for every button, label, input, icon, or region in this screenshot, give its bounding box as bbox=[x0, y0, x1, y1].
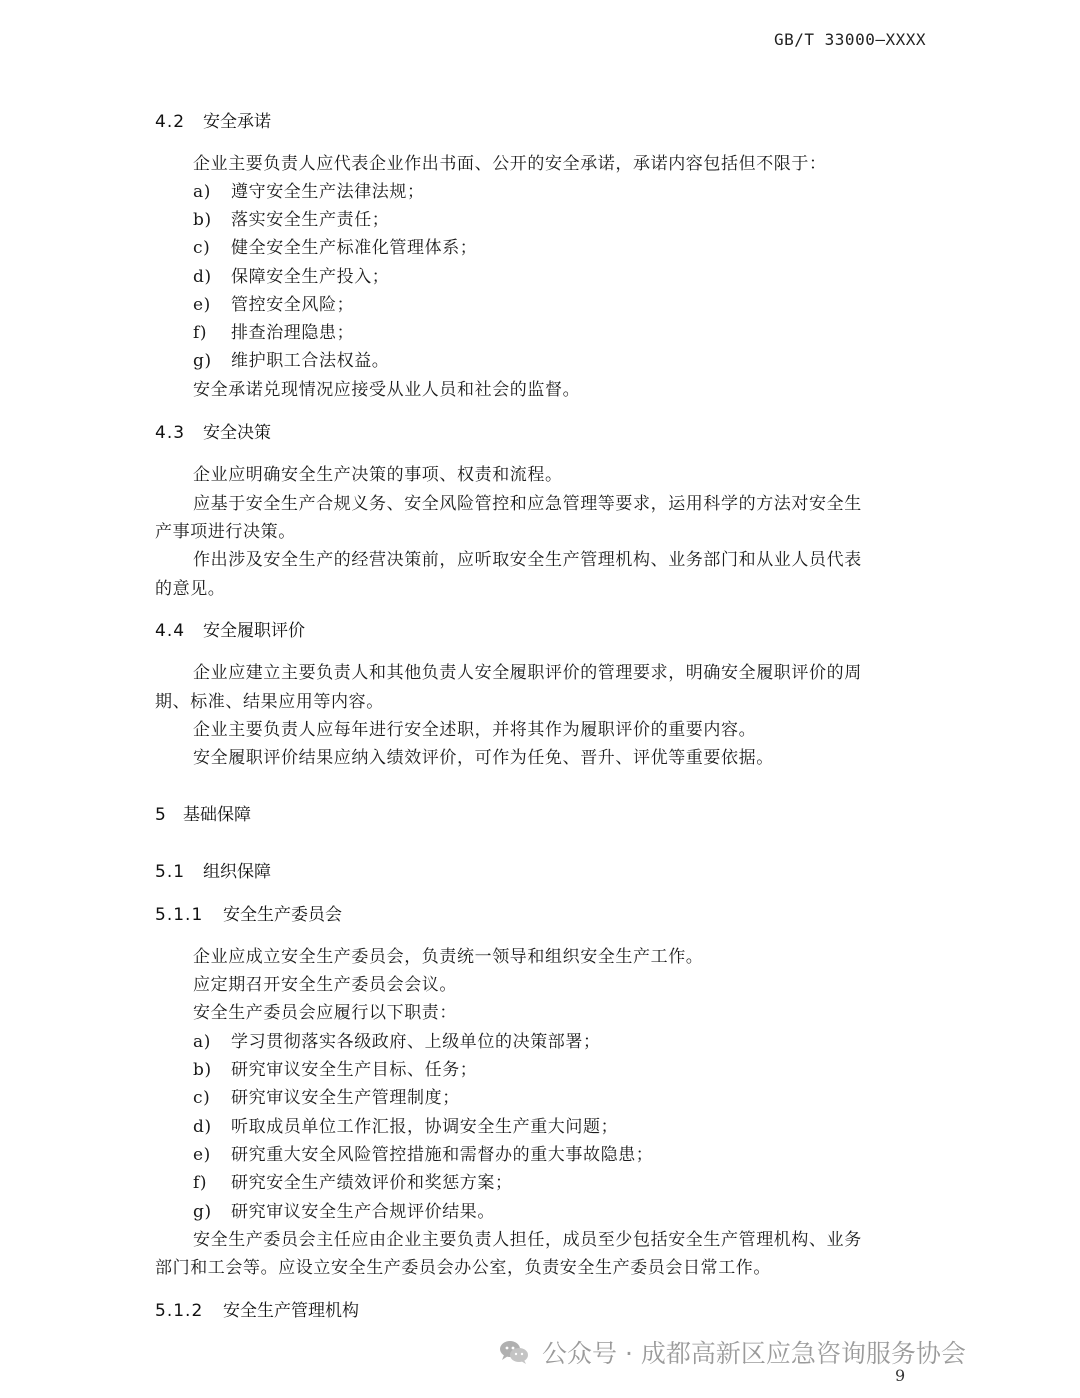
list-item bbox=[193, 318, 354, 343]
list-item bbox=[193, 262, 389, 287]
section-number: 4.2 bbox=[155, 112, 186, 132]
list-item-label: d) bbox=[193, 1117, 212, 1137]
list-item-text: 研究安全生产绩效评价和奖惩方案； bbox=[231, 1173, 513, 1193]
paragraph-continuation: 部门和工会等。应设立安全生产委员会办公室，负责安全生产委员会日常工作。 bbox=[155, 1258, 771, 1278]
list-item-text: 排查治理隐患； bbox=[231, 323, 355, 343]
section-title: 安全履职评价 bbox=[203, 621, 305, 641]
list-item-label: b) bbox=[193, 210, 212, 230]
list-item bbox=[193, 1055, 477, 1080]
list-item bbox=[193, 290, 354, 315]
list-item bbox=[193, 233, 477, 258]
list-item-text: 健全安全生产标准化管理体系； bbox=[231, 238, 478, 258]
section-title: 安全生产委员会 bbox=[223, 905, 342, 925]
list-item bbox=[193, 1168, 513, 1193]
section-number: 5.1.2 bbox=[155, 1301, 204, 1321]
list-item-label: b) bbox=[193, 1060, 212, 1080]
list-item-text: 管控安全风险； bbox=[231, 295, 355, 315]
paragraph: 应基于安全生产合规义务、安全风险管控和应急管理等要求，运用科学的方法对安全生 bbox=[193, 494, 862, 514]
list-item-label: g) bbox=[193, 1202, 212, 1222]
list-item-text: 学习贯彻落实各级政府、上级单位的决策部署； bbox=[231, 1032, 601, 1052]
list-item-label: g) bbox=[193, 351, 212, 371]
list-item-label: c) bbox=[193, 1088, 211, 1108]
list-item-text: 保障安全生产投入； bbox=[231, 267, 390, 287]
section-heading-4-2 bbox=[155, 107, 271, 132]
list-item-label: c) bbox=[193, 238, 211, 258]
section-heading-4-3 bbox=[155, 418, 271, 443]
list-item-label: e) bbox=[193, 295, 211, 315]
list-item-text: 听取成员单位工作汇报，协调安全生产重大问题； bbox=[231, 1117, 619, 1137]
list-item-text: 研究审议安全生产目标、任务； bbox=[231, 1060, 478, 1080]
paragraph: 企业主要负责人应代表企业作出书面、公开的安全承诺，承诺内容包括但不限于： bbox=[193, 154, 827, 174]
list-item-text: 落实安全生产责任； bbox=[231, 210, 390, 230]
list-item-text: 研究重大安全风险管控措施和需督办的重大事故隐患； bbox=[231, 1145, 654, 1165]
wechat-icon bbox=[498, 1336, 530, 1368]
watermark-text: 公众号 · 成都高新区应急咨询服务协会 bbox=[542, 1339, 966, 1368]
paragraph: 企业应建立主要负责人和其他负责人安全履职评价的管理要求，明确安全履职评价的周 bbox=[193, 663, 862, 683]
section-heading-5-1-1 bbox=[155, 900, 342, 925]
section-number: 4.3 bbox=[155, 423, 186, 443]
paragraph: 安全生产委员会主任应由企业主要负责人担任，成员至少包括安全生产管理机构、业务 bbox=[193, 1230, 862, 1250]
section-title: 安全承诺 bbox=[203, 112, 271, 132]
section-number: 5 bbox=[155, 805, 167, 825]
paragraph: 安全履职评价结果应纳入绩效评价，可作为任免、晋升、评优等重要依据。 bbox=[193, 748, 774, 768]
list-item-label: a) bbox=[193, 1032, 211, 1052]
paragraph: 应定期召开安全生产委员会会议。 bbox=[193, 975, 457, 995]
paragraph: 安全生产委员会应履行以下职责： bbox=[193, 1003, 457, 1023]
list-item-text: 研究审议安全生产合规评价结果。 bbox=[231, 1202, 495, 1222]
page-number: 9 bbox=[895, 1366, 906, 1385]
section-number: 5.1 bbox=[155, 862, 186, 882]
section-heading-5 bbox=[155, 800, 251, 825]
section-title: 组织保障 bbox=[203, 862, 271, 882]
list-item bbox=[193, 177, 425, 202]
list-item bbox=[193, 1140, 653, 1165]
list-item-text: 研究审议安全生产管理制度； bbox=[231, 1088, 460, 1108]
list-item bbox=[193, 1083, 460, 1108]
section-title: 安全决策 bbox=[203, 423, 271, 443]
list-item bbox=[193, 1112, 618, 1137]
paragraph-continuation: 的意见。 bbox=[155, 579, 226, 599]
section-title: 安全生产管理机构 bbox=[223, 1301, 359, 1321]
list-item-label: f) bbox=[193, 323, 208, 343]
paragraph: 企业应成立安全生产委员会，负责统一领导和组织安全生产工作。 bbox=[193, 947, 704, 967]
wechat-watermark bbox=[498, 1334, 966, 1370]
section-heading-4-4 bbox=[155, 616, 305, 641]
list-item-text: 维护职工合法权益。 bbox=[231, 351, 390, 371]
paragraph: 作出涉及安全生产的经营决策前，应听取安全生产管理机构、业务部门和从业人员代表 bbox=[193, 550, 862, 570]
list-item bbox=[193, 1027, 601, 1052]
paragraph: 安全承诺兑现情况应接受从业人员和社会的监督。 bbox=[193, 380, 581, 400]
section-heading-5-1-2 bbox=[155, 1296, 359, 1321]
paragraph-continuation: 期、标准、结果应用等内容。 bbox=[155, 692, 384, 712]
paragraph: 企业主要负责人应每年进行安全述职，并将其作为履职评价的重要内容。 bbox=[193, 720, 757, 740]
document-code-header: GB/T 33000—XXXX bbox=[774, 30, 926, 49]
section-title: 基础保障 bbox=[183, 805, 251, 825]
list-item bbox=[193, 1197, 495, 1222]
section-number: 4.4 bbox=[155, 621, 186, 641]
list-item-label: e) bbox=[193, 1145, 211, 1165]
list-item-label: f) bbox=[193, 1173, 208, 1193]
list-item-label: d) bbox=[193, 267, 212, 287]
list-item bbox=[193, 346, 389, 371]
paragraph: 企业应明确安全生产决策的事项、权责和流程。 bbox=[193, 465, 563, 485]
list-item-label: a) bbox=[193, 182, 211, 202]
list-item bbox=[193, 205, 389, 230]
section-number: 5.1.1 bbox=[155, 905, 204, 925]
paragraph-continuation: 产事项进行决策。 bbox=[155, 522, 296, 542]
list-item-text: 遵守安全生产法律法规； bbox=[231, 182, 425, 202]
section-heading-5-1 bbox=[155, 857, 271, 882]
